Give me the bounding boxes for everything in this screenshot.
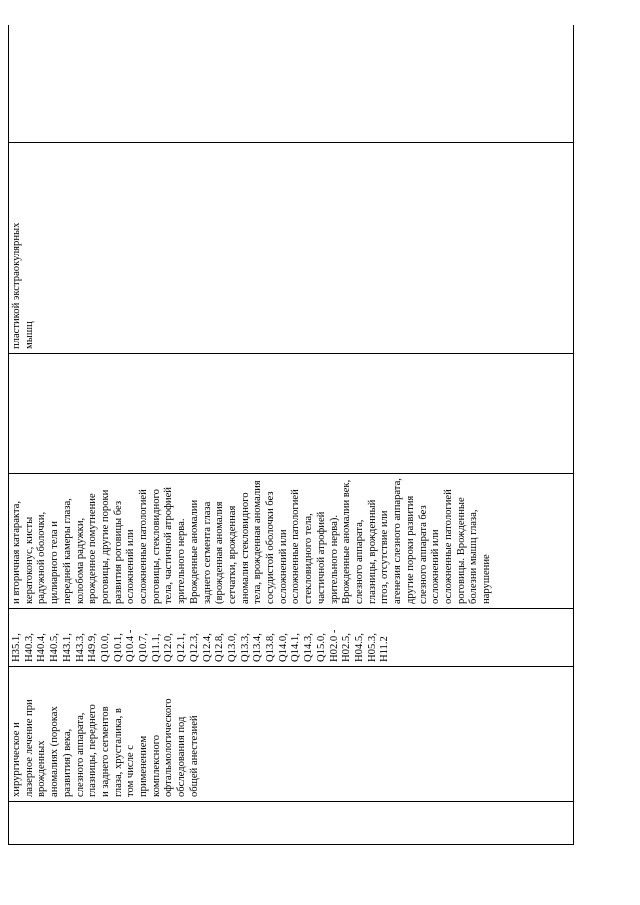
table-row bbox=[9, 25, 574, 845]
cell-diagnosis: и вторичная катаракта, кератоконус, кисты радужной оболочки, цилиарного тела и передней камеры глаза, колобома радужки, врожденное помутнение роговицы, другие пороки развития роговицы без осложнений или осложненные патологией роговицы, стекловидного тела, частичной атрофией зрительного нерва. Врожденные аномалии заднего сегмента глаза (врожденная аномалия сетчатки, врожденная аномалия стекловидного тела, врожденная аномалия сосудистой оболочки без осложнений или осложненные патологией стекловидного тела, частичной атрофией зрительного нерва). Врожденные аномалии век, слезного аппарата, глазницы, врожденный птоз, отсутствие или агенезия слезного аппарата, другие пороки развития слезного аппарата без осложнений или осложненные патологией роговицы. Врожденные болезни мышц глаза, нарушение bbox=[9, 474, 574, 609]
medical-care-table bbox=[8, 25, 574, 845]
rotated-table-container bbox=[8, 25, 574, 845]
cell-extra bbox=[9, 25, 574, 143]
cell-number bbox=[9, 802, 574, 845]
document-page bbox=[8, 25, 574, 845]
cell-icd-codes: H35.1, H40.3, H40.4, H40.5, H43.1, H43.3, H49.9, Q10.0, Q10.1, Q10.4 - Q10.7, Q11.1, Q12.0, Q12.1, Q12.3, Q12.4, Q12.8, Q13.0, Q13.3, Q13.4, Q13.8, Q14.0, Q14.1, Q14.3, Q15.0, H02.0 - H02.5, H04.5, H05.3, H11.2 bbox=[9, 609, 574, 667]
cell-treatment-method: пластикой экстраокулярных мышц bbox=[9, 143, 574, 354]
cell-treatment-type bbox=[9, 354, 574, 474]
cell-care-name: хирургическое и лазерное лечение при врожденных аномалиях (пороках развития) века, слезного аппарата, глазницы, переднего и заднего сегментов глаза, хрусталика, в том числе с применением комплексного офтальмологического обследования под общей анестезией bbox=[9, 667, 574, 802]
